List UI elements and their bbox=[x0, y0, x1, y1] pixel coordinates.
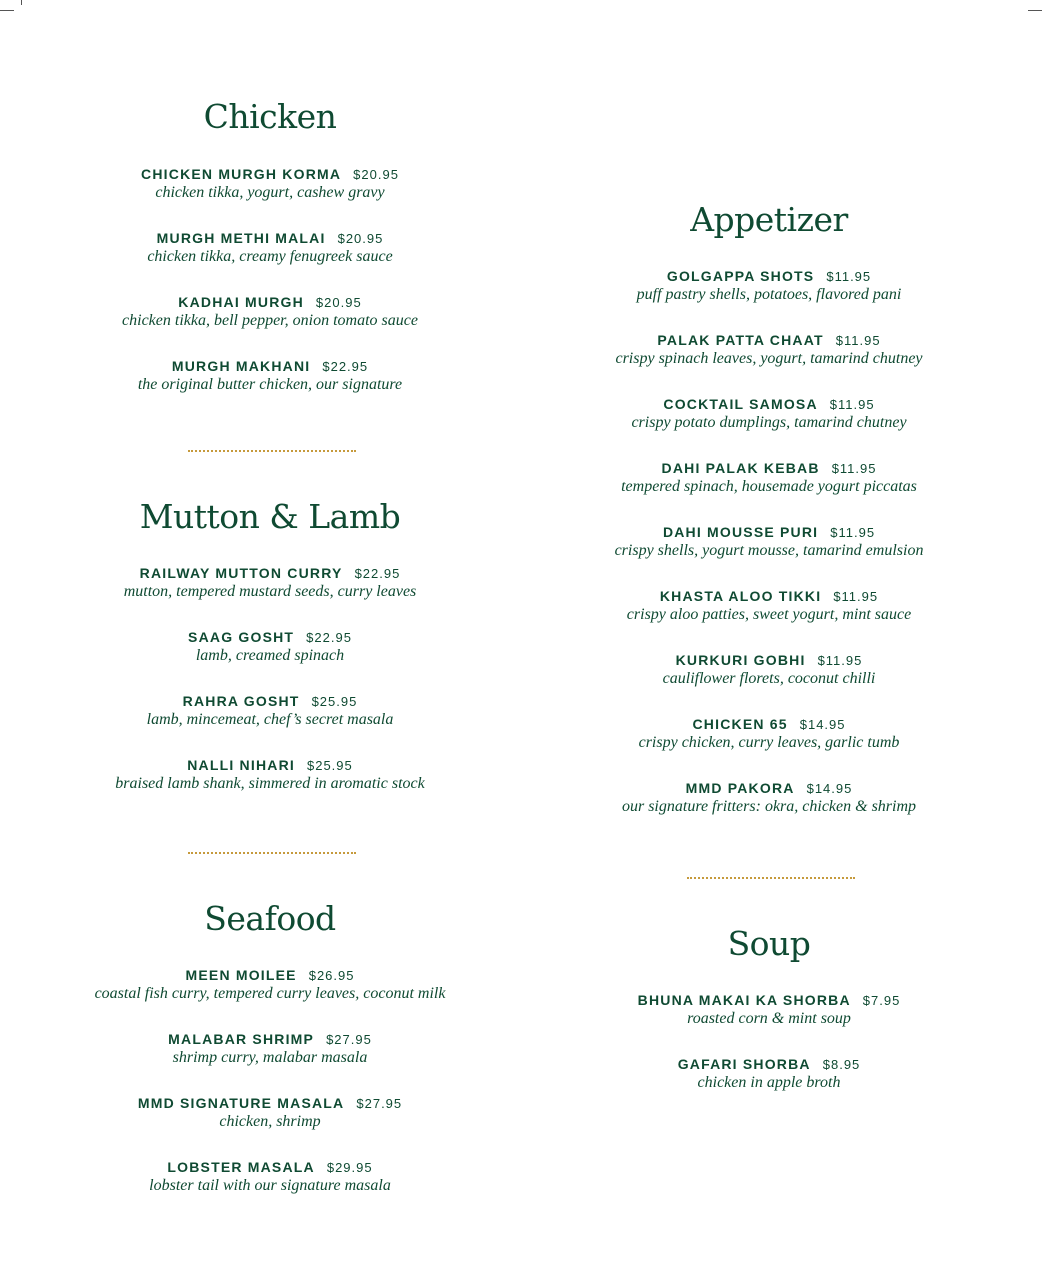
item-price: $25.95 bbox=[306, 758, 353, 773]
item-name: DAHI MOUSSE PURI bbox=[662, 524, 819, 540]
menu-item bbox=[570, 992, 968, 1029]
item-price: $11.95 bbox=[826, 269, 872, 284]
menu-item bbox=[70, 1031, 470, 1068]
item-name: RAHRA GOSHT bbox=[182, 693, 300, 709]
menu-item bbox=[570, 524, 968, 561]
item-description: shrimp curry, malabar masala bbox=[172, 1049, 368, 1066]
item-description: coastal fish curry, tempered curry leaves, coconut milk bbox=[94, 985, 446, 1002]
item-name: BHUNA MAKAI KA SHORBA bbox=[637, 992, 851, 1008]
menu-item bbox=[570, 396, 968, 433]
item-name: MALABAR SHRIMP bbox=[168, 1031, 315, 1047]
menu-item bbox=[70, 1159, 470, 1196]
item-name: COCKTAIL SAMOSA bbox=[663, 396, 818, 412]
item-name: MEEN MOILEE bbox=[185, 967, 297, 983]
item-name: KHASTA ALOO TIKKI bbox=[659, 588, 822, 604]
item-name: CHICKEN 65 bbox=[692, 716, 788, 732]
menu-item bbox=[570, 588, 968, 625]
item-price: $29.95 bbox=[326, 1160, 373, 1175]
section-soup bbox=[570, 924, 968, 1093]
item-description: crispy potato dumplings, tamarind chutney bbox=[631, 414, 907, 431]
item-price: $14.95 bbox=[799, 717, 846, 732]
item-name: KURKURI GOBHI bbox=[675, 652, 806, 668]
menu-item bbox=[570, 780, 968, 817]
item-name: SAAG GOSHT bbox=[188, 629, 295, 645]
section-divider bbox=[188, 852, 356, 854]
item-price: $7.95 bbox=[862, 993, 901, 1008]
item-name: MMD PAKORA bbox=[685, 780, 795, 796]
section-title-appetizer: Appetizer bbox=[690, 200, 848, 239]
section-appetizer bbox=[570, 200, 968, 817]
menu-item bbox=[570, 460, 968, 497]
item-price: $27.95 bbox=[356, 1096, 403, 1111]
item-description: crispy shells, yogurt mousse, tamarind emulsion bbox=[614, 542, 924, 559]
menu-item bbox=[570, 1056, 968, 1093]
item-price: $20.95 bbox=[353, 167, 399, 182]
item-price: $11.95 bbox=[830, 525, 876, 540]
section-divider bbox=[687, 877, 855, 879]
item-name: NALLI NIHARI bbox=[187, 757, 295, 773]
item-price: $22.95 bbox=[354, 566, 401, 581]
menu-item bbox=[570, 332, 968, 369]
item-price: $22.95 bbox=[306, 630, 352, 645]
item-description: chicken in apple broth bbox=[697, 1074, 841, 1091]
menu-item bbox=[70, 565, 470, 602]
crop-mark-left-h bbox=[0, 10, 14, 11]
item-name: RAILWAY MUTTON CURRY bbox=[139, 565, 343, 581]
item-description: crispy chicken, curry leaves, garlic tumb bbox=[638, 734, 900, 751]
menu-item bbox=[570, 652, 968, 689]
menu-item bbox=[70, 230, 470, 267]
item-name: MMD SIGNATURE MASALA bbox=[137, 1095, 345, 1111]
item-price: $20.95 bbox=[315, 295, 362, 310]
item-name: PALAK PATTA CHAAT bbox=[657, 332, 824, 348]
menu-item bbox=[70, 629, 470, 666]
item-description: puff pastry shells, potatoes, flavored pani bbox=[636, 286, 902, 303]
item-name: CHICKEN MURGH KORMA bbox=[141, 166, 342, 182]
section-chicken bbox=[70, 97, 470, 395]
items-appetizer bbox=[570, 268, 968, 817]
item-description: mutton, tempered mustard seeds, curry leaves bbox=[123, 583, 417, 600]
item-description: tempered spinach, housemade yogurt piccatas bbox=[621, 478, 917, 495]
item-description: chicken tikka, yogurt, cashew gravy bbox=[155, 184, 385, 201]
menu-item bbox=[70, 358, 470, 395]
menu-item bbox=[70, 294, 470, 331]
item-name: GAFARI SHORBA bbox=[677, 1056, 811, 1072]
item-description: lobster tail with our signature masala bbox=[149, 1177, 391, 1194]
item-name: KADHAI MURGH bbox=[178, 294, 304, 310]
items-seafood bbox=[70, 967, 470, 1196]
item-price: $11.95 bbox=[829, 397, 875, 412]
section-seafood bbox=[70, 899, 470, 1196]
item-name: GOLGAPPA SHOTS bbox=[666, 268, 815, 284]
item-price: $27.95 bbox=[326, 1032, 372, 1047]
item-description: cauliflower florets, coconut chilli bbox=[662, 670, 876, 687]
menu-item bbox=[70, 967, 470, 1004]
menu-item bbox=[70, 757, 470, 794]
menu-item bbox=[70, 693, 470, 730]
item-name: LOBSTER MASALA bbox=[167, 1159, 315, 1175]
item-price: $8.95 bbox=[822, 1057, 861, 1072]
item-price: $11.95 bbox=[817, 653, 863, 668]
item-description: chicken tikka, creamy fenugreek sauce bbox=[147, 248, 393, 265]
item-price: $20.95 bbox=[337, 231, 384, 246]
item-name: MURGH MAKHANI bbox=[171, 358, 311, 374]
item-description: chicken tikka, bell pepper, onion tomato sauce bbox=[122, 312, 418, 329]
menu-item bbox=[570, 716, 968, 753]
item-description: our signature fritters: okra, chicken & shrimp bbox=[621, 798, 917, 815]
items-mutton-lamb bbox=[70, 565, 470, 794]
item-name: DAHI PALAK KEBAB bbox=[661, 460, 820, 476]
item-price: $11.95 bbox=[831, 461, 877, 476]
section-divider bbox=[188, 450, 356, 452]
section-mutton-lamb bbox=[70, 497, 470, 794]
items-soup bbox=[570, 992, 968, 1093]
item-price: $11.95 bbox=[835, 333, 881, 348]
crop-mark-left-v bbox=[21, 0, 22, 5]
item-description: the original butter chicken, our signature bbox=[137, 376, 403, 393]
item-description: lamb, creamed spinach bbox=[195, 647, 345, 664]
item-price: $26.95 bbox=[308, 968, 355, 983]
item-description: chicken, shrimp bbox=[219, 1113, 321, 1130]
item-description: lamb, mincemeat, chef’s secret masala bbox=[146, 711, 394, 728]
menu-item bbox=[70, 1095, 470, 1132]
item-description: braised lamb shank, simmered in aromatic stock bbox=[115, 775, 425, 792]
item-name: MURGH METHI MALAI bbox=[156, 230, 326, 246]
crop-mark-right-h bbox=[1028, 10, 1042, 11]
menu-item bbox=[70, 166, 470, 203]
item-price: $14.95 bbox=[806, 781, 853, 796]
section-title-seafood: Seafood bbox=[204, 899, 336, 938]
section-title-mutton-lamb: Mutton & Lamb bbox=[139, 497, 401, 536]
item-description: crispy spinach leaves, yogurt, tamarind chutney bbox=[615, 350, 923, 367]
section-title-soup: Soup bbox=[727, 924, 811, 963]
item-price: $11.95 bbox=[833, 589, 879, 604]
items-chicken bbox=[70, 166, 470, 395]
menu-item bbox=[570, 268, 968, 305]
item-description: crispy aloo patties, sweet yogurt, mint sauce bbox=[626, 606, 912, 623]
item-price: $25.95 bbox=[311, 694, 358, 709]
item-description: roasted corn & mint soup bbox=[687, 1010, 851, 1027]
item-price: $22.95 bbox=[322, 359, 369, 374]
section-title-chicken: Chicken bbox=[203, 97, 337, 136]
